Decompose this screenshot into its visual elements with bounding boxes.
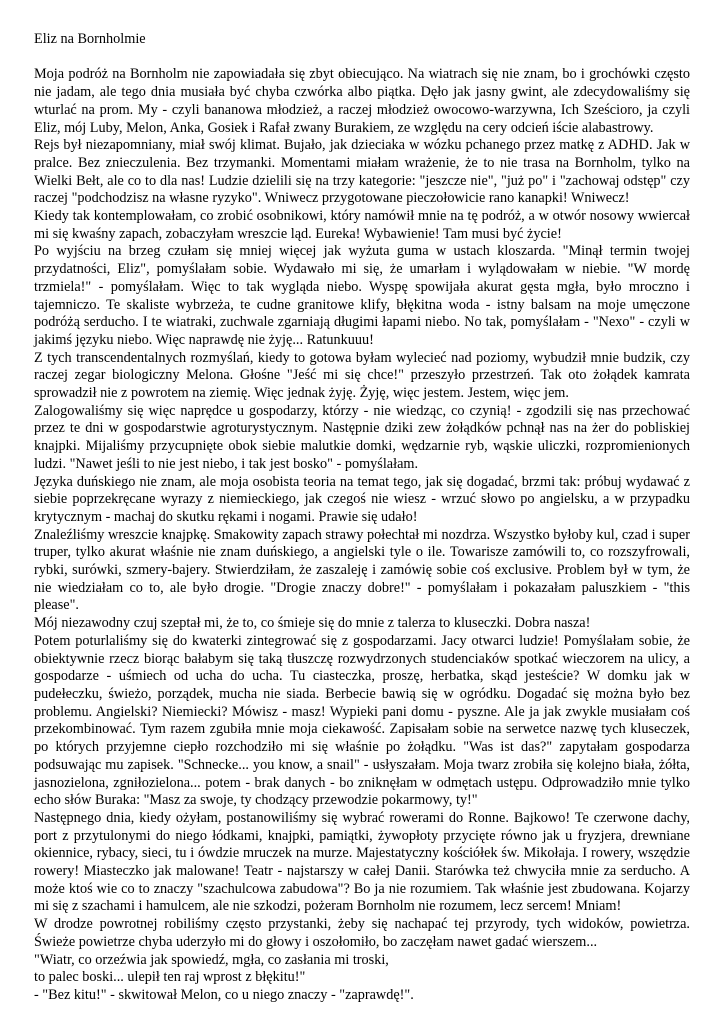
paragraph: Języka duńskiego nie znam, ale moja osobista teoria na temat tego, jak się dogadać, brzmi tak: próbuj wydawać z siebie poprzekręcane wyrazy z niemieckiego, jak czegoś nie wiesz - wrzuć słowo po angielsku, a w przypadku krytycznym - machaj do skutku rękami i nogami. Prawie się udało! xyxy=(34,473,690,525)
poem xyxy=(34,952,690,1005)
paragraph: Kiedy tak kontemplowałam, co zrobić osobnikowi, który namówił mnie na tę podróż, a w otwór nosowy wwiercał mi się kwaśny zapach, zobaczyłam wreszcie ląd. Eureka! Wybawienie! Tam musi być życie! xyxy=(34,208,690,242)
paragraph: Mój niezawodny czuj szeptał mi, że to, co śmieje się do mnie z talerza to kluseczki. Dobra nasza! xyxy=(34,615,591,632)
paragraph: Moja podróż na Bornholm nie zapowiadała się zbyt obiecująco. Na wiatrach się nie znam, bo i grochówki często nie jadam, ale tego dnia musiała być chyba czwórka albo piątka. Dęło jak jasny gwint, ale zdecydowaliśmy się wturlać na prom. My - czyli bananowa młodzież, a raczej młodzież owocowo-warzywna, Ich Sześcioro, ja czyli Eliz, mój Luby, Melon, Anka, Gosiek i Rafał zwany Burakiem, ze względu na cery odcień iście alabastrowy. xyxy=(34,66,690,136)
poem-line: to palec boski... ulepił ten raj wprost z błękitu!" xyxy=(34,969,306,986)
paragraph: Następnego dnia, kiedy ożyłam, postanowiliśmy się wybrać rowerami do Ronne. Bajkowo! Te czerwone dachy, port z przytulonymi do niego łódkami, knajpki, pamiątki, żywopłoty przycięte równo jak u fryzjera, drewniane okiennice, rybacy, sieci, tu i ówdzie mruczek na murze. Majestatyczny kościółek św. Mikołaja. I rowery, wszędzie rowery! Miasteczko jak malowane! Teatr - najstarszy w całej Danii. Starówka też chwyciła mnie za serducho. A może ktoś wie co to znaczy "szachulcowa zabudowa"? Bo ja nie rozumiem. Tak właśnie jest zbudowana. Kojarzy mi się z szachami i hamulcem, ale nie szkodzi, pożeram Bornholm nie rozumem, lecz sercem! Mniam! xyxy=(34,809,690,915)
paragraph: Zalogowaliśmy się więc naprędce u gospodarzy, którzy - nie wiedząc, co czynią! - zgodzili się nas przechować przez te dni w gospodarstwie agroturystycznym. Następnie dziki zew żołądków pchnął nas na żer do pobliskiej knajpki. Mijaliśmy przycupnięte obok siebie malutkie domki, wędzarnie ryb, wąskie uliczki, rozpromienionych ludzi. "Nawet jeśli to nie jest niebo, i tak jest bosko" - pomyślałam. xyxy=(34,402,690,472)
paragraph: Rejs był niezapomniany, miał swój klimat. Bujało, jak dzieciaka w wózku pchanego przez matkę z ADHD. Jak w pralce. Bez znieczulenia. Bez trzymanki. Momentami miałam wrażenie, że to nie trasa na Bornholm, tylko na Wielki Bełt, ale co to dla nas! Ludzie dzielili się na trzy kategorie: "jeszcze nie", "już po" i "zachowaj odstęp" czy raczej "podchodzisz na własne ryzyko". Wniwecz przygotowane pieczołowicie rano kanapki! Wniwecz! xyxy=(34,137,690,207)
document-title: Eliz na Bornholmie xyxy=(34,31,146,47)
poem-line: "Wiatr, co orzeźwia jak spowiedź, mgła, co zasłania mi troski, xyxy=(34,951,389,968)
paragraph: Po wyjściu na brzeg czułam się mniej więcej jak wyżuta guma w ustach kloszarda. "Minął termin twojej przydatności, Eliz", pomyślałam sobie. Wydawało mi się, że umarłam i wylądowałam w niebie. "W mordę trzmiela!" - pomyślałam. Więc to tak wygląda niebo. Wyspę spowijała akurat gęsta mgła, było mroczno i tajemniczo. Te skaliste wybrzeża, te cudne granitowe klify, błękitna woda - istny balsam na moje umęczone podróżą serducho. I te wiatraki, zuchwale zgarniają długimi łapami niebo. No tak, pomyślałam - "Nexo" - czyli w jakimś języku niebo. Więc naprawdę nie żyję... Ratunkuuu! xyxy=(34,243,690,348)
paragraph: Znaleźliśmy wreszcie knajpkę. Smakowity zapach strawy połechtał mi nozdrza. Wszystko byłoby kul, czad i super truper, tylko akurat właśnie nie znam duńskiego, a angielski tyle o ile. Towarisze zamówili to, co rozszyfrowali, rybki, surówki, szmery-bajery. Stwierdziłam, że zaszaleję i zamówię sobie coś exclusive. Problem był w tym, że nie wiedziałam co to, ale było drogie. "Drogie znaczy dobre!" - pomyślałam i pokazałam paluszkiem - "this please". xyxy=(34,526,690,614)
poem-line: - "Bez kitu!" - skwitował Melon, co u niego znaczy - "zaprawdę!". xyxy=(34,986,414,1003)
paragraph: Z tych transcendentalnych rozmyślań, kiedy to gotowa byłam wylecieć nad poziomy, wybudził mnie budzik, czy raczej zegar biologiczny Melona. Głośne "Jeść mi się chce!" przeszyło przestrzeń. Tak oto żołądek kamrata sprowadził nie z powrotem na ziemię. Więc jednak żyję. Żyję, więc jestem. Jestem, więc jem. xyxy=(34,349,690,402)
paragraph: Potem poturlaliśmy się do kwaterki zintegrować się z gospodarzami. Jacy otwarci ludzie! Pomyślałam sobie, że obiektywnie rzecz biorąc bałabym się taką tłuszczę rozwydrzonych studenciaków spotkać wieczorem na ulicy, a gospodarze - uśmiech od ucha do ucha. Tu ciasteczka, proszę, herbatka, skąd jesteście? W domku jak w pudełeczku, świeżo, porządek, mucha nie siada. Berbecie bawią się w ogródku. Dogadać się można było bez problemu. Angielski? Niemiecki? Mówisz - masz! Wypieki pani domu - pyszne. Ale ja jak zwykle musiałam coś przekombinować. Tym razem zgubiła mnie moja ciekawość. Zapisałam sobie na serwetce nazwę tych kluseczek, po których przyjemne ciepło rozchodziło mi się właśnie po żołądku. "Was ist das?" zapytałam gospodarza podsuwając mu zapisek. "Schnecke... you know, a snail" - usłyszałam. Moja twarz zrobiła się kolejno biała, żółta, jasnozielona, zgniłozielona... potem - brak danych - bo zniknęłam w odmętach ustępu. Odprowadziło mnie tylko echo słów Buraka: "Masz za swoje, ty chodzący przewodzie pokarmowy, ty!" xyxy=(34,632,690,809)
paragraph: W drodze powrotnej robiliśmy często przystanki, żeby się nachapać tej przyrody, tych widoków, powietrza. Świeże powietrze chyba uderzyło mi do głowy i oszołomiło, bo zaczęłam nawet gadać wierszem... xyxy=(34,916,690,950)
